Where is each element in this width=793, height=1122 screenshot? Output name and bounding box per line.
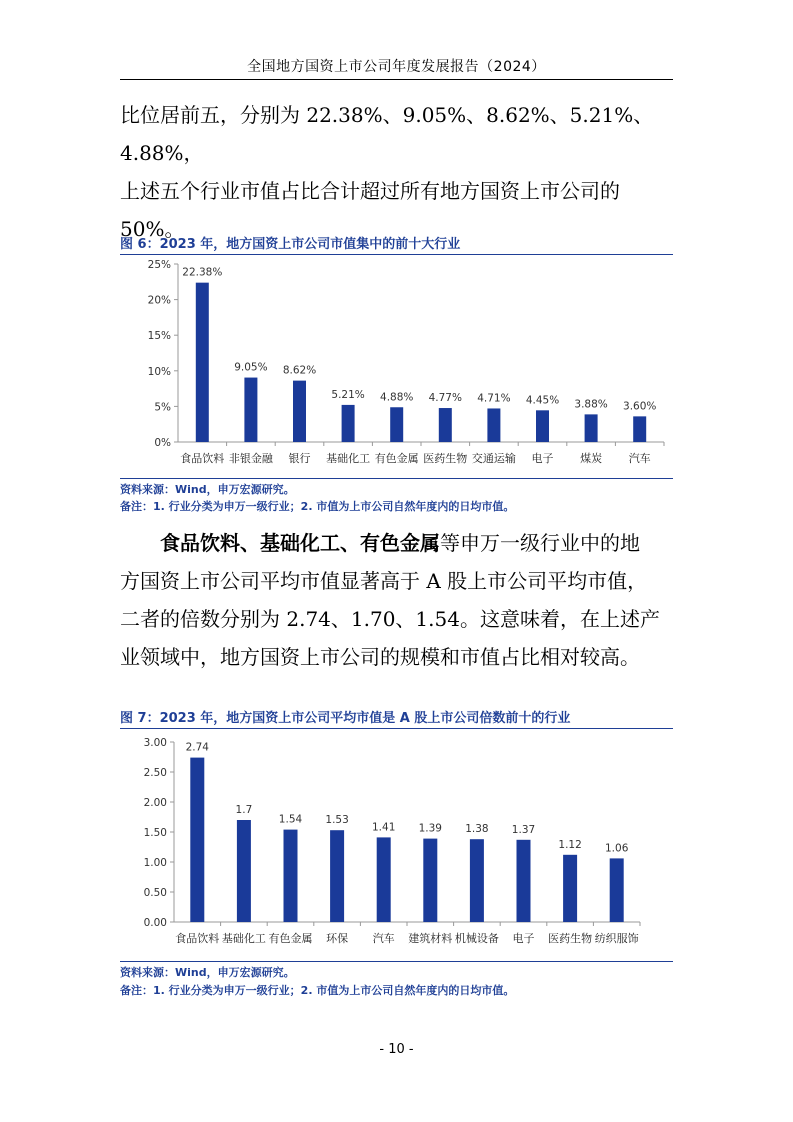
fig7-y-tick-label: 1.00 (143, 857, 167, 869)
fig6-bar (342, 405, 355, 442)
fig7-data-label: 1.38 (465, 823, 489, 836)
paragraph-2-line-3: 二者的倍数分别为 2.74、1.70、1.54。这意味着，在上述产 (120, 607, 660, 631)
fig6-data-label: 3.88% (574, 398, 608, 411)
fig7-data-label: 1.53 (325, 814, 349, 827)
figure-6-title: 图 6：2023 年，地方国资上市公司市值集中的前十大行业 (120, 233, 673, 255)
fig6-x-tick-label: 非银金融 (228, 452, 273, 465)
figure-6-source: 资料来源：Wind，申万宏源研究。 (120, 483, 295, 496)
paragraph-1-line-2: 上述五个行业市值占比合计超过所有地方国资上市公司的 (120, 179, 620, 203)
fig7-x-tick-label: 医药生物 (548, 932, 593, 945)
fig7-y-tick-label: 2.50 (143, 767, 167, 779)
figure-6-rule (120, 478, 673, 479)
fig7-x-tick-label: 环保 (326, 932, 349, 945)
fig6-y-tick-label: 20% (147, 294, 171, 307)
figure-7-rule (120, 961, 673, 962)
fig7-x-tick-label: 纺织服饰 (594, 932, 639, 945)
fig6-data-label: 5.21% (331, 388, 365, 401)
fig7-data-label: 1.12 (558, 838, 582, 851)
fig7-data-label: 2.74 (185, 741, 209, 754)
fig6-x-tick-label: 电子 (531, 452, 554, 465)
paragraph-2-line-1 (120, 524, 676, 562)
fig6-x-tick-label: 煤炭 (580, 452, 603, 465)
running-header: 全国地方国资上市公司年度发展报告（2024） (247, 59, 546, 75)
figure-7-note: 备注：1. 行业分类为申万一级行业；2. 市值为上市公司自然年度内的日均市值。 (120, 984, 515, 997)
fig7-data-label: 1.06 (605, 842, 629, 855)
fig6-data-label: 9.05% (234, 361, 268, 374)
page-number: - 10 - (379, 1042, 414, 1057)
fig6-data-label: 8.62% (282, 364, 317, 377)
fig6-y-tick-label: 10% (147, 365, 171, 378)
fig7-y-tick-label: 2.00 (143, 797, 167, 809)
fig7-bar (284, 830, 298, 922)
fig7-x-tick-label: 食品饮料 (175, 932, 220, 945)
fig7-y-tick-label: 0.00 (143, 917, 167, 929)
fig7-bar (563, 855, 577, 922)
fig7-bar (470, 839, 484, 922)
fig7-bar (377, 837, 391, 922)
fig7-x-tick-label: 有色金属 (268, 932, 313, 945)
figure-7-source: 资料来源：Wind，申万宏源研究。 (120, 966, 295, 979)
fig6-data-label: 4.88% (380, 391, 414, 404)
fig6-x-tick-label: 有色金属 (374, 452, 419, 465)
fig7-bar (237, 820, 251, 922)
fig7-bar (190, 758, 204, 922)
fig6-x-tick-label: 汽车 (628, 452, 651, 465)
paragraph-1 (120, 96, 676, 248)
fig6-data-label: 4.77% (428, 392, 462, 405)
paragraph-2 (120, 524, 676, 676)
fig6-bar (487, 408, 500, 442)
paragraph-2-line-4: 业领域中，地方国资上市公司的规模和市值占比相对较高。 (120, 645, 640, 669)
fig7-x-tick-label: 机械设备 (454, 932, 499, 945)
fig7-x-tick-label: 汽车 (372, 932, 395, 945)
fig6-data-label: 4.45% (525, 394, 560, 407)
header-rule (120, 79, 673, 80)
fig6-data-label: 4.71% (477, 392, 511, 405)
fig6-bar (536, 410, 549, 442)
paragraph-2-bold: 食品饮料、基础化工、有色金属 (160, 531, 440, 555)
fig7-y-tick-label: 1.50 (143, 827, 167, 839)
fig7-data-label: 1.37 (511, 823, 536, 836)
figure-6-chart (120, 256, 673, 472)
fig6-x-tick-label: 食品饮料 (180, 452, 225, 465)
fig6-bar (244, 378, 257, 442)
paragraph-1-line-1: 比位居前五，分别为 22.38%、9.05%、8.62%、5.21%、4.88%， (120, 103, 654, 165)
fig7-bar (330, 830, 344, 922)
paragraph-2-line-1-rest: 等申万一级行业中的地 (440, 531, 640, 555)
fig7-data-label: 1.54 (278, 813, 303, 826)
fig6-y-tick-label: 0% (154, 437, 171, 449)
fig6-x-tick-label: 基础化工 (326, 452, 371, 465)
fig7-y-tick-label: 0.50 (143, 887, 167, 899)
fig7-bar (610, 858, 624, 922)
fig7-x-tick-label: 建筑材料 (408, 932, 453, 945)
fig7-bar (517, 840, 531, 922)
fig6-bar (390, 407, 403, 442)
paragraph-2-line-2: 方国资上市公司平均市值显著高于 A 股上市公司平均市值， (120, 569, 648, 593)
fig6-x-tick-label: 医药生物 (423, 452, 468, 465)
fig6-data-label: 3.60% (623, 400, 657, 413)
figure-7-chart (120, 730, 673, 952)
figure-7-title: 图 7：2023 年，地方国资上市公司平均市值是 A 股上市公司倍数前十的行业 (120, 707, 673, 729)
fig6-bar (633, 416, 646, 442)
fig7-data-label: 1.39 (418, 822, 442, 835)
fig7-data-label: 1.41 (372, 821, 396, 834)
fig7-y-tick-label: 3.00 (143, 737, 167, 749)
fig6-y-tick-label: 15% (147, 330, 171, 343)
fig6-bar (585, 414, 598, 442)
figure-6-note: 备注：1. 行业分类为申万一级行业；2. 市值为上市公司自然年度内的日均市值。 (120, 500, 515, 513)
fig6-bar (196, 283, 209, 442)
fig7-x-tick-label: 基础化工 (221, 932, 266, 945)
fig6-y-tick-label: 5% (154, 401, 171, 414)
fig6-x-tick-label: 交通运输 (471, 452, 516, 465)
fig6-data-label: 22.38% (182, 266, 223, 279)
fig6-y-tick-label: 25% (147, 259, 171, 271)
fig7-x-tick-label: 电子 (512, 932, 535, 945)
fig7-bar (423, 839, 437, 922)
fig7-data-label: 1.7 (235, 804, 253, 816)
fig6-bar (439, 408, 452, 442)
fig6-x-tick-label: 银行 (288, 452, 311, 465)
fig6-bar (293, 381, 306, 442)
paragraph-1-line-3: 50%。 (120, 217, 185, 241)
